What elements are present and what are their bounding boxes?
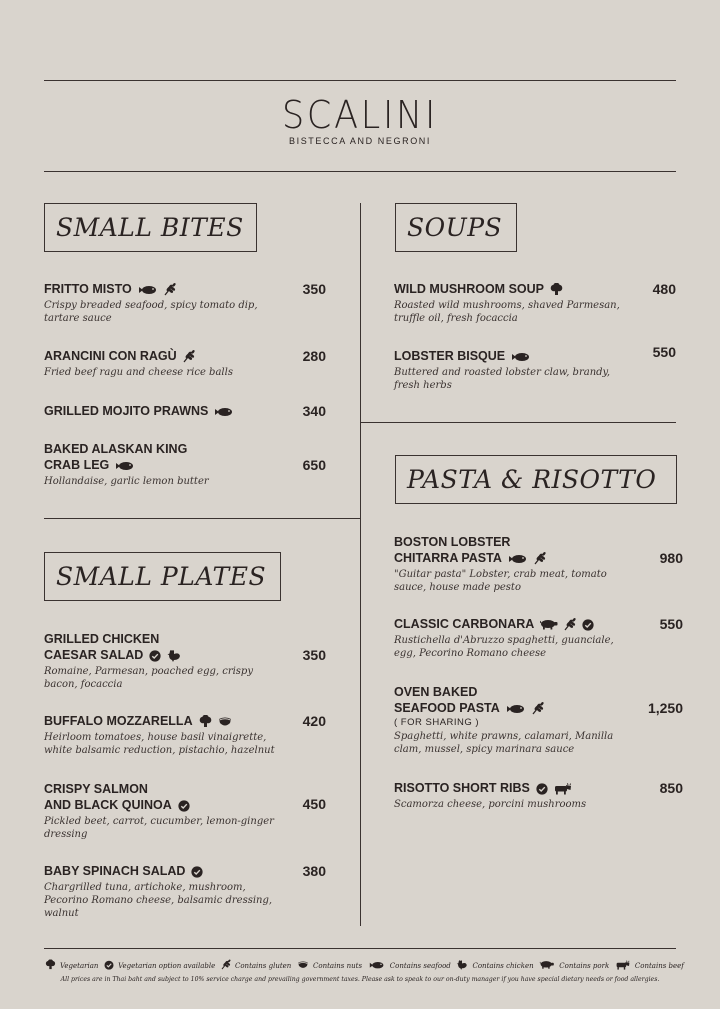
- section-title: SMALL PLATES: [56, 562, 267, 591]
- item-name-line: OVEN BAKED: [394, 685, 478, 699]
- item-price: 480: [652, 281, 676, 297]
- item-description: Pickled beet, carrot, cucumber, lemon-ginger dressing: [44, 816, 274, 840]
- wheat-icon: [564, 618, 576, 631]
- item-description: Heirloom tomatoes, house basil vinaigrette, white balsamic reduction, pistachio, hazelnut: [44, 732, 275, 756]
- legend-label: Contains nuts: [313, 961, 363, 970]
- header-rule: [44, 171, 676, 172]
- legend-item: [367, 960, 451, 972]
- brand-tagline: BISTECCA AND NEGRONI: [288, 136, 432, 146]
- item-price: 380: [302, 863, 326, 879]
- fish-icon: [506, 704, 526, 714]
- item-description: Scamorza cheese, porcini mushrooms: [394, 799, 587, 810]
- legend-item: [455, 958, 533, 973]
- item-name: [44, 441, 284, 473]
- item-name: [44, 781, 284, 813]
- legend-label: Vegetarian: [60, 961, 99, 970]
- legend-label: Contains pork: [559, 961, 610, 970]
- left-section-rule: [44, 518, 360, 519]
- fish-icon: [138, 285, 158, 295]
- item-price: 850: [659, 780, 683, 796]
- fish-icon: [508, 554, 528, 564]
- section-pasta-risotto: [395, 455, 677, 504]
- pig-icon: [540, 619, 558, 630]
- item-price: 450: [302, 796, 326, 812]
- item-name-line: LOBSTER BISQUE: [394, 349, 506, 363]
- item-name: [394, 534, 629, 566]
- item-description: Chargrilled tuna, artichoke, mushroom, Pecorino Romano cheese, balsamic dressing, walnut: [44, 882, 273, 919]
- item-description: Rustichella d'Abruzzo spaghetti, guanciale, egg, Pecorino Romano cheese: [394, 635, 614, 659]
- check-circle-icon: [536, 783, 548, 795]
- footnote: All prices are in Thai baht and subject to 10% service charge and prevailing government taxes. Please ask to speak to our on-duty manager if you have special dietary needs or food allergies.: [60, 976, 660, 983]
- item-name-line: AND BLACK QUINOA: [44, 798, 172, 812]
- item-name-line: BAKED ALASKAN KING: [44, 442, 188, 456]
- item-description: Buttered and roasted lobster claw, brandy, fresh herbs: [394, 367, 611, 391]
- menu-item: [394, 780, 629, 811]
- item-name: [394, 684, 629, 716]
- legend-label: Contains beef: [634, 961, 684, 970]
- cow-icon: [616, 960, 630, 971]
- item-name: [394, 281, 629, 297]
- menu-item: [394, 348, 629, 392]
- item-name-line: BABY SPINACH SALAD: [44, 864, 186, 878]
- fish-icon: [115, 461, 135, 471]
- item-name: [394, 348, 629, 364]
- item-description: Romaine, Parmesan, poached egg, crispy bacon, focaccia: [44, 666, 253, 690]
- chicken-icon: [167, 649, 181, 662]
- item-price: 420: [302, 713, 326, 729]
- item-name: [44, 631, 284, 663]
- item-name-line: BUFFALO MOZZARELLA: [44, 714, 193, 728]
- menu-item: [394, 281, 629, 325]
- nut-bowl-icon: [297, 960, 308, 972]
- item-price: 340: [302, 403, 326, 419]
- item-name-line: WILD MUSHROOM SOUP: [394, 282, 544, 296]
- menu-item: [44, 863, 284, 920]
- wheat-icon: [532, 702, 544, 715]
- menu-item: [394, 616, 629, 660]
- legend-item: [296, 958, 362, 973]
- item-name-line: FRITTO MISTO: [44, 282, 132, 296]
- cow-icon: [554, 783, 572, 795]
- nut-bowl-icon: [218, 715, 232, 728]
- item-name: [44, 348, 284, 364]
- item-price: 650: [302, 457, 326, 473]
- item-name-line: CRAB LEG: [44, 458, 110, 472]
- item-name-line: CRISPY SALMON: [44, 782, 148, 796]
- item-name-line: CHITARRA PASTA: [394, 551, 502, 565]
- item-description: Crispy breaded seafood, spicy tomato dip, tartare sauce: [44, 300, 258, 324]
- item-price: 1,250: [647, 700, 683, 716]
- item-description: Fried beef ragu and cheese rice balls: [44, 367, 233, 378]
- item-name: [394, 780, 629, 796]
- footer-rule: [44, 948, 676, 949]
- menu-item: [394, 534, 629, 594]
- column-divider: [360, 203, 361, 926]
- item-price: 350: [302, 647, 326, 663]
- legend-label: Contains chicken: [472, 961, 534, 970]
- item-description: Roasted wild mushrooms, shaved Parmesan, truffle oil, fresh focaccia: [394, 300, 620, 324]
- item-name-line: CAESAR SALAD: [44, 648, 144, 662]
- brand-header: [0, 93, 720, 146]
- legend-item: [103, 959, 215, 973]
- item-price: 980: [659, 550, 683, 566]
- item-description: "Guitar pasta" Lobster, crab meat, tomato sauce, house made pesto: [394, 569, 607, 593]
- item-name-line: GRILLED MOJITO PRAWNS: [44, 404, 209, 418]
- item-price: 550: [659, 616, 683, 632]
- menu-item: [44, 781, 284, 841]
- legend-label: Contains gluten: [234, 961, 292, 970]
- fish-icon: [214, 407, 234, 417]
- item-name: [394, 616, 629, 632]
- menu-item: [44, 348, 284, 379]
- menu-item: [394, 684, 629, 756]
- check-circle-icon: [104, 960, 114, 971]
- item-name: [44, 863, 284, 879]
- item-price: 550: [652, 344, 676, 360]
- section-small-bites: [44, 203, 257, 252]
- section-title: SOUPS: [407, 213, 503, 242]
- item-description: Spaghetti, white prawns, calamari, Manilla clam, mussel, spicy marinara sauce: [394, 731, 614, 755]
- item-price: 350: [302, 281, 326, 297]
- legend-item: [614, 959, 684, 973]
- item-name: [44, 281, 284, 297]
- item-name-line: RISOTTO SHORT RIBS: [394, 781, 530, 795]
- check-circle-icon: [178, 800, 190, 812]
- item-price: 280: [302, 348, 326, 364]
- wheat-icon: [183, 350, 195, 363]
- broccoli-icon: [199, 715, 212, 728]
- fish-icon: [369, 961, 385, 971]
- item-name: [44, 713, 284, 729]
- section-soups: [395, 203, 517, 252]
- pig-icon: [540, 960, 554, 970]
- wheat-icon: [221, 960, 231, 972]
- legend-item: [220, 958, 291, 973]
- item-name-line: SEAFOOD PASTA: [394, 701, 500, 715]
- item-name-line: CLASSIC CARBONARA: [394, 617, 535, 631]
- item-description: Hollandaise, garlic lemon butter: [44, 476, 209, 487]
- fish-icon: [511, 352, 531, 362]
- top-rule: [44, 80, 676, 81]
- section-title: SMALL BITES: [56, 213, 244, 242]
- broccoli-icon: [45, 960, 55, 972]
- legend-item: [44, 958, 98, 973]
- item-note: ( FOR SHARING ): [394, 717, 480, 728]
- item-name-line: ARANCINI CON RAGÙ: [44, 349, 177, 363]
- broccoli-icon: [550, 283, 563, 296]
- legend-label: Vegetarian option available: [118, 961, 216, 970]
- section-small-plates: [44, 552, 281, 601]
- brand-logo: SCALINI: [281, 93, 439, 137]
- menu-item: [44, 281, 284, 325]
- check-circle-icon: [149, 650, 161, 662]
- wheat-icon: [164, 283, 176, 296]
- menu-item: [44, 713, 284, 757]
- legend-label: Contains seafood: [389, 961, 451, 970]
- menu-item: [44, 403, 284, 419]
- menu-item: [44, 441, 284, 488]
- wheat-icon: [534, 552, 546, 565]
- chicken-icon: [457, 960, 468, 972]
- item-name: [44, 403, 284, 419]
- check-circle-icon: [191, 866, 203, 878]
- right-section-rule: [360, 422, 676, 423]
- menu-item: [44, 631, 284, 691]
- check-circle-icon: [582, 619, 594, 631]
- legend-item: [538, 959, 609, 972]
- section-title: PASTA & RISOTTO: [407, 465, 657, 494]
- dietary-legend: [44, 958, 684, 973]
- item-name-line: BOSTON LOBSTER: [394, 535, 511, 549]
- item-name-line: GRILLED CHICKEN: [44, 632, 160, 646]
